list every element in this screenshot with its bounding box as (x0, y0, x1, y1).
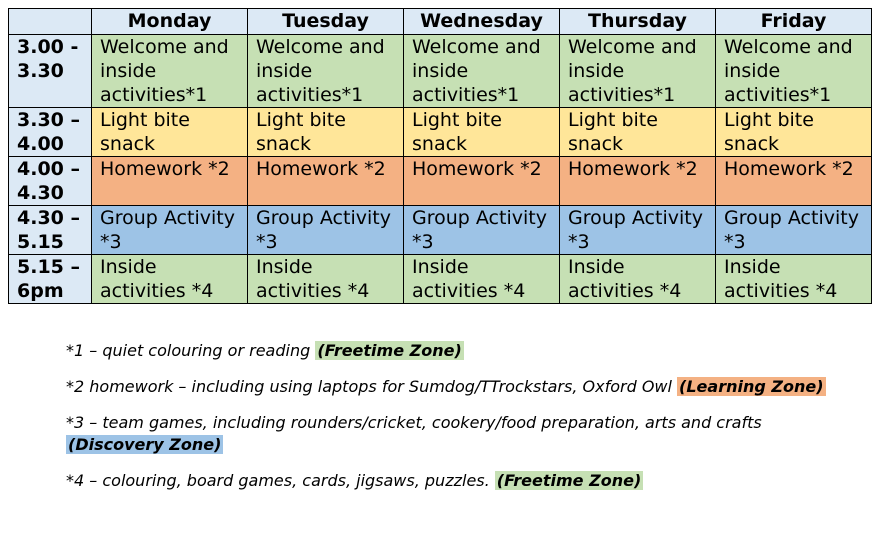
time-slot (9, 108, 92, 157)
activity-cell: Welcome and inside activities*1 (248, 35, 404, 108)
footnote (66, 412, 856, 456)
time-slot-end: 4.30 (17, 182, 64, 204)
activity-cell: Homework *2 (92, 157, 248, 206)
day-header-thursday: Thursday (560, 9, 716, 35)
activity-cell: Welcome and inside activities*1 (560, 35, 716, 108)
timetable-row (9, 108, 872, 157)
activity-cell: Group Activity *3 (404, 206, 560, 255)
activity-cell: Inside activities *4 (560, 255, 716, 304)
time-slot-end: 3.30 (17, 60, 64, 82)
day-header-friday: Friday (716, 9, 872, 35)
timetable-row (9, 157, 872, 206)
corner-cell (9, 9, 92, 35)
timetable-row (9, 206, 872, 255)
footnote-text: *2 homework – including using laptops for Sumdog/TTrockstars, Oxford Owl (66, 377, 678, 396)
activity-cell: Inside activities *4 (716, 255, 872, 304)
activity-cell: Homework *2 (248, 157, 404, 206)
day-header-tuesday: Tuesday (248, 9, 404, 35)
activity-cell: Homework *2 (404, 157, 560, 206)
activity-cell: Light bite snack (92, 108, 248, 157)
activity-cell: Light bite snack (248, 108, 404, 157)
time-slot (9, 255, 92, 304)
activity-cell: Welcome and inside activities*1 (716, 35, 872, 108)
time-slot-end: 5.15 (17, 231, 64, 253)
notes-section (66, 340, 856, 506)
footnote (66, 376, 856, 398)
time-slot (9, 35, 92, 108)
footnote (66, 470, 856, 492)
zone-label: (Discovery Zone) (68, 435, 222, 454)
header-row (9, 9, 872, 35)
footnote (66, 340, 856, 362)
time-slot-end: 6pm (17, 280, 64, 302)
time-slot-start: 4.00 – (17, 158, 80, 180)
activity-cell: Welcome and inside activities*1 (404, 35, 560, 108)
zone-label: (Freetime Zone) (496, 471, 642, 490)
time-slot-end: 4.00 (17, 133, 64, 155)
time-slot-start: 5.15 – (17, 256, 80, 278)
time-slot-start: 4.30 – (17, 207, 80, 229)
activity-cell: Inside activities *4 (92, 255, 248, 304)
activity-cell: Group Activity *3 (248, 206, 404, 255)
time-slot (9, 157, 92, 206)
activity-cell: Light bite snack (404, 108, 560, 157)
time-slot-start: 3.00 - (17, 36, 79, 58)
time-slot-start: 3.30 – (17, 109, 80, 131)
footnote-text: *3 – team games, including rounders/cricket, cookery/food preparation, arts and crafts (66, 413, 762, 432)
activity-cell: Group Activity *3 (560, 206, 716, 255)
zone-label: (Learning Zone) (679, 377, 824, 396)
zone-label: (Freetime Zone) (317, 341, 462, 360)
activity-cell: Group Activity *3 (92, 206, 248, 255)
footnote-text: *4 – colouring, board games, cards, jigsaws, puzzles. (66, 471, 495, 490)
activity-cell: Inside activities *4 (248, 255, 404, 304)
timetable (8, 8, 872, 304)
activity-cell: Light bite snack (716, 108, 872, 157)
footnote-text: *1 – quiet colouring or reading (66, 341, 316, 360)
activity-cell: Inside activities *4 (404, 255, 560, 304)
day-header-monday: Monday (92, 9, 248, 35)
activity-cell: Homework *2 (716, 157, 872, 206)
timetable-row (9, 35, 872, 108)
time-slot (9, 206, 92, 255)
activity-cell: Light bite snack (560, 108, 716, 157)
day-header-wednesday: Wednesday (404, 9, 560, 35)
activity-cell: Homework *2 (560, 157, 716, 206)
timetable-row (9, 255, 872, 304)
activity-cell: Group Activity *3 (716, 206, 872, 255)
activity-cell: Welcome and inside activities*1 (92, 35, 248, 108)
